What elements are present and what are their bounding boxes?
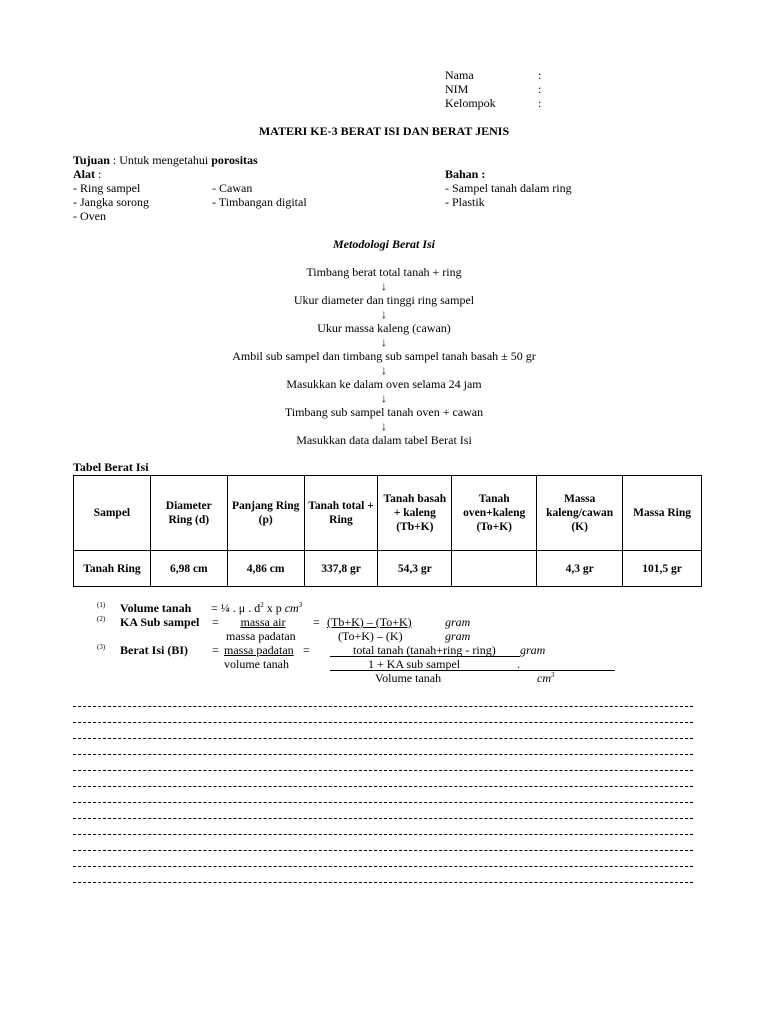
answer-line[interactable] <box>73 834 693 835</box>
fraction-numerator: (Tb+K) – (To+K) <box>327 615 412 629</box>
flow-step: Timbang berat total tanah + ring <box>306 265 462 279</box>
answer-line[interactable] <box>73 866 693 867</box>
list-item: - Oven <box>73 209 106 223</box>
flow-step: Ambil sub sampel dan timbang sub sampel tanah basah ± 50 gr <box>232 349 536 363</box>
header-cell: Massa Ring <box>623 476 702 551</box>
flow-step: Masukkan ke dalam oven selama 24 jam <box>286 377 482 391</box>
field-nim <box>445 82 542 96</box>
field-colon: : <box>538 96 542 110</box>
field-label: NIM <box>445 82 469 96</box>
formula-number: (3) <box>97 643 106 651</box>
list-item: - Plastik <box>445 195 485 209</box>
table-row <box>74 551 702 587</box>
flow-steps <box>0 265 768 447</box>
unit-text: cm <box>537 671 551 685</box>
down-arrow-icon: ↓ <box>381 279 387 293</box>
field-colon: : <box>538 68 542 82</box>
fraction-denominator: massa padatan <box>226 629 296 643</box>
list-item: - Sampel tanah dalam ring <box>445 181 572 195</box>
field-kelompok <box>445 96 542 110</box>
formula-label: Volume tanah <box>120 601 192 615</box>
formula-rest: x p <box>263 601 282 615</box>
fraction-numerator: massa padatan <box>224 643 294 657</box>
alat-heading <box>73 167 101 182</box>
bahan-list <box>445 181 572 209</box>
formula-eq: = <box>212 643 219 657</box>
down-arrow-icon: ↓ <box>381 335 387 349</box>
formula-number: (1) <box>97 601 106 609</box>
fraction-denominator: Volume tanah <box>375 671 442 685</box>
answer-line[interactable] <box>73 786 693 787</box>
table-cell: 4,86 cm <box>227 551 304 587</box>
berat-isi-table <box>73 475 702 587</box>
fraction-numerator: massa air <box>240 615 286 629</box>
formula-unit-exp: 3 <box>298 601 303 609</box>
tujuan-text: : Untuk mengetahui <box>109 153 212 167</box>
formula-number: (2) <box>97 615 106 623</box>
formula-eq: = ¼ . μ . d <box>211 601 261 615</box>
answer-line[interactable] <box>73 738 693 739</box>
header-cell: Massa kaleng/cawan (K) <box>537 476 623 551</box>
flow-step: Timbang sub sampel tanah oven + cawan <box>284 405 484 419</box>
list-item: - Jangka sorong <box>73 195 149 209</box>
formula-label: KA Sub sampel <box>120 615 200 629</box>
formula-unit: cm <box>284 601 299 615</box>
formula-unit: gram <box>520 643 546 657</box>
table-cell: Tanah Ring <box>74 551 151 587</box>
formula-eq: = <box>313 615 320 629</box>
list-item: - Cawan <box>212 181 253 195</box>
answer-line[interactable] <box>73 722 693 723</box>
answer-line[interactable] <box>73 850 693 851</box>
header-cell: Panjang Ring (p) <box>227 476 304 551</box>
field-label: Kelompok <box>445 96 496 110</box>
fraction-line <box>330 670 615 671</box>
alat-list-2 <box>212 181 307 209</box>
header-cell: Tanah basah + kaleng (Tb+K) <box>378 476 452 551</box>
formula-unit <box>537 671 555 686</box>
formula-unit: gram <box>445 629 471 643</box>
unit-exp: 3 <box>551 671 555 679</box>
table-cell: 6,98 cm <box>150 551 227 587</box>
fraction-denominator: (To+K) – (K) <box>338 629 403 643</box>
formula-eq: = <box>303 643 310 657</box>
down-arrow-icon: ↓ <box>381 419 387 433</box>
flow-step: Ukur diameter dan tinggi ring sampel <box>293 293 475 307</box>
answer-line[interactable] <box>73 706 693 707</box>
tujuan-emph: porositas <box>211 153 258 167</box>
answer-line[interactable] <box>73 770 693 771</box>
answer-line[interactable] <box>73 754 693 755</box>
field-nama <box>445 68 542 82</box>
flow-step: Ukur massa kaleng (cawan) <box>317 321 451 335</box>
fraction-denominator: volume tanah <box>224 657 289 671</box>
page-title: MATERI KE-3 BERAT ISI DAN BERAT JENIS <box>258 124 510 138</box>
field-colon: : <box>538 82 542 96</box>
metodologi-title: Metodologi Berat Isi <box>332 237 435 251</box>
formula-unit: gram <box>445 615 471 629</box>
fraction-numerator: total tanah (tanah+ring - ring) <box>353 643 496 657</box>
alat-list-1 <box>73 181 149 223</box>
down-arrow-icon: ↓ <box>381 307 387 321</box>
header-cell: Tanah total + Ring <box>304 476 378 551</box>
formula-expression <box>211 601 302 616</box>
answer-line[interactable] <box>73 818 693 819</box>
alat-colon: : <box>95 167 102 181</box>
down-arrow-icon: ↓ <box>381 391 387 405</box>
bahan-heading: Bahan : <box>445 167 486 181</box>
down-arrow-icon: ↓ <box>381 363 387 377</box>
header-cell: Diameter Ring (d) <box>150 476 227 551</box>
table-cell: 54,3 gr <box>378 551 452 587</box>
table-cell: 337,8 gr <box>304 551 378 587</box>
identity-block <box>445 68 542 110</box>
tujuan-label: Tujuan <box>73 153 110 167</box>
table-caption: Tabel Berat Isi <box>73 460 149 474</box>
field-label: Nama <box>445 68 474 82</box>
formula-eq: = <box>212 615 219 629</box>
answer-line[interactable] <box>73 882 693 883</box>
fraction-denominator: 1 + KA sub sampel <box>368 657 461 671</box>
table-cell: 4,3 gr <box>537 551 623 587</box>
answer-line[interactable] <box>73 802 693 803</box>
alat-label: Alat <box>73 167 95 181</box>
formula-label: Berat Isi (BI) <box>120 643 188 657</box>
formula-exp: 2 <box>260 601 264 609</box>
table-cell: 101,5 gr <box>623 551 702 587</box>
flow-step: Masukkan data dalam tabel Berat Isi <box>296 433 472 447</box>
header-cell: Sampel <box>74 476 151 551</box>
table-header-row <box>74 476 702 551</box>
tujuan-line <box>73 153 258 168</box>
list-item: - Ring sampel <box>73 181 141 195</box>
denominator-dot: . <box>517 657 520 671</box>
table-cell[interactable] <box>452 551 537 587</box>
list-item: - Timbangan digital <box>212 195 307 209</box>
header-cell: Tanah oven+kaleng (To+K) <box>452 476 537 551</box>
